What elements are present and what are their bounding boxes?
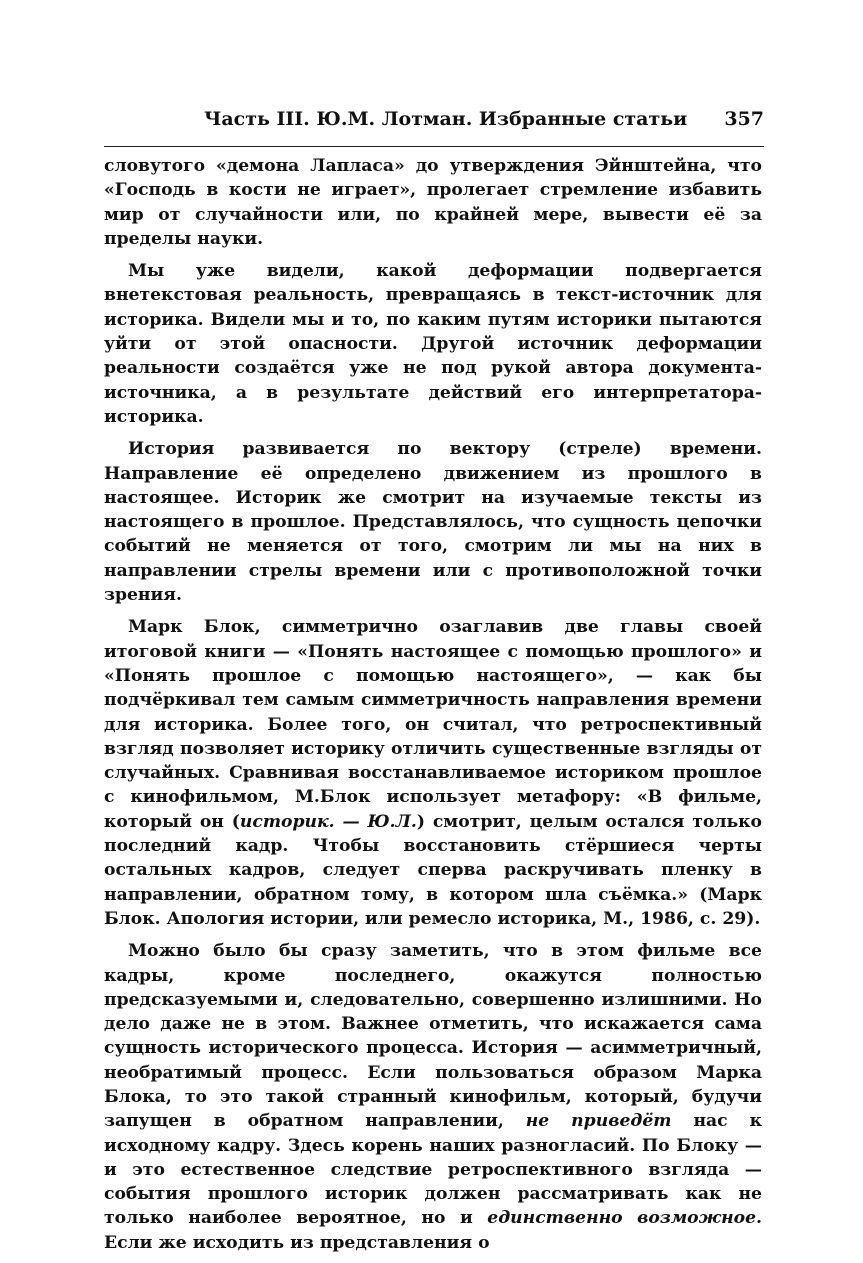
header-rule: [104, 146, 764, 147]
paragraph: [104, 939, 762, 1255]
paragraph-text: Марк Блок, симметрично озаглавив две главы своей итоговой книги — «Понять настоящее с помощью прошлого» и «Понять прошлое с помощью настоящего», — как бы подчёркивал тем самым симметричность направления времени для историка. Более того, он считал, что ретроспективный взгляд позволяет историку отличить существенные взгляды от случайных. Сравнивая восстанавливаемое историком прошлое с кинофильмом, М.Блок использует метафору: «В фильме, который он (: [104, 617, 762, 832]
paragraph-text: словутого «демона Лапласа» до утверждения Эйнштейна, что «Господь в кости не играет», пролегает стремление избавить мир от случайности или, по крайней мере, вывести её за пределы науки.: [104, 156, 762, 249]
paragraph-text: Можно было бы сразу заметить, что в этом фильме все кадры, кроме последнего, окажутся полностью предсказуемыми и, следовательно, совершенно излишними. Но дело даже не в этом. Важнее отметить, что искажается сама сущность исторического процесса. История — асимметричный, необратимый процесс. Если пользоваться образом Марка Блока, то это такой странный кинофильм, который, будучи запущен в обратном направлении,: [104, 941, 762, 1132]
paragraph: [104, 259, 762, 429]
italic-text: историк. — Ю.Л.: [239, 811, 417, 832]
paragraph-text: нас к исходному кадру. Здесь корень наших разногласий. По Блоку — и это естественное следствие ретроспективного взгляда — события прошлого историк должен рассматривать как не только наиболее вероятное, но и: [104, 1111, 762, 1229]
running-title: Часть III. Ю.М. Лотман. Избранные статьи: [204, 108, 688, 130]
paragraph: [104, 154, 762, 251]
paragraph: [104, 615, 762, 931]
body-text: [104, 154, 762, 1263]
paragraph-text: Мы уже видели, какой деформации подвергается внетекстовая реальность, превращаясь в текст-источник для историка. Видели мы и то, по каким путям историки пытаются уйти от этой опасности. Другой источник деформации реальности создаётся уже не под рукой автора документа-источника, а в результате действий его интерпретатора-историка.: [104, 261, 762, 427]
paragraph-text: ) смотрит, целым остался только последний кадр. Чтобы восстановить стёршиеся черты остальных кадров, следует сперва раскручивать пленку в направлении, обратном тому, в котором шла съёмка.» (Марк Блок. Апология истории, или ремесло историка, М., 1986, с. 29).: [104, 811, 762, 929]
italic-text: не приведёт: [525, 1111, 672, 1132]
italic-text: единственно возможное.: [487, 1208, 762, 1229]
page-number: 357: [724, 108, 764, 130]
paragraph-text: Если же исходить из представления о: [104, 1232, 490, 1253]
paragraph: [104, 437, 762, 607]
running-header: [104, 108, 764, 134]
paragraph-text: История развивается по вектору (стреле) времени. Направление её определено движением из прошлого в настоящее. Историк же смотрит на изучаемые тексты из настоящего в прошлое. Представлялось, что сущность цепочки событий не меняется от того, смотрим ли мы на них в направлении стрелы времени или с противоположной точки зрения.: [104, 439, 762, 606]
